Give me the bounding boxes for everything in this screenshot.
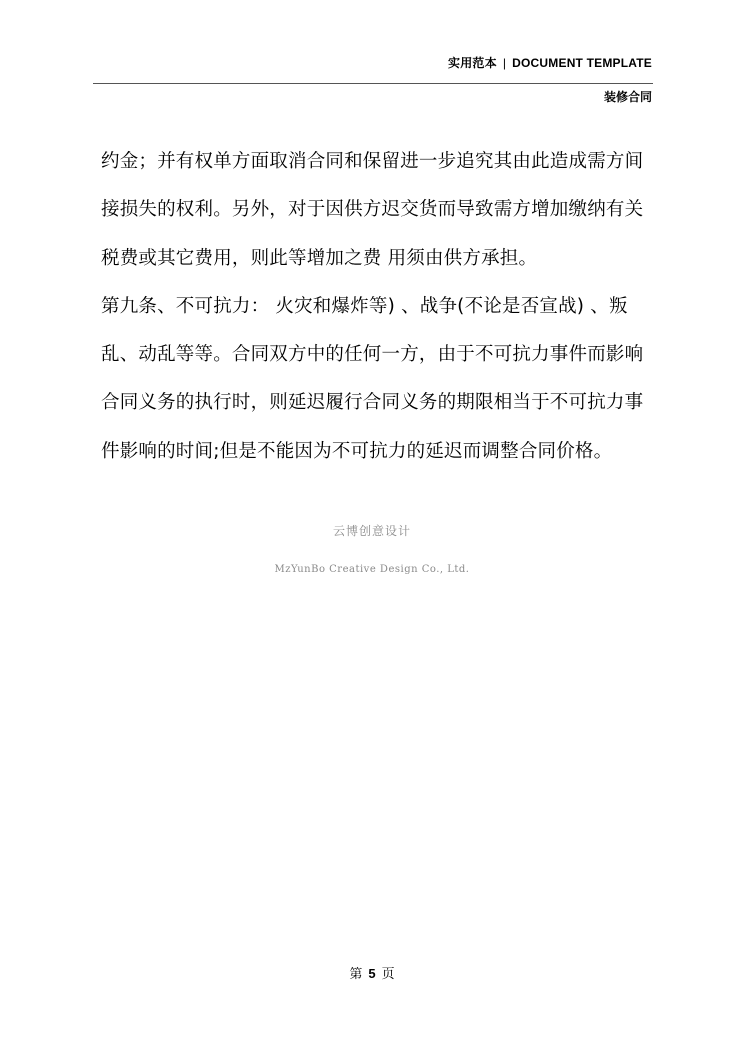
body-line: 件影响的时间;但是不能因为不可抗力的延迟而调整合同价格。	[101, 440, 613, 462]
body-line: 合同义务的执行时，则延迟履行合同义务的期限相当于不可抗力事	[101, 392, 644, 414]
body-line: 税费或其它费用，则此等增加之费 用须由供方承担。	[101, 247, 538, 269]
header-title	[448, 54, 652, 71]
body-text	[101, 138, 661, 476]
header-template-label: DOCUMENT TEMPLATE	[512, 56, 652, 70]
body-line: 约金；并有权单方面取消合同和保留进一步追究其由此造成需方间	[101, 151, 644, 172]
page-number-value: 5	[368, 966, 376, 981]
body-line: 乱、动乱等等。合同双方中的任何一方，由于不可抗力事件而影响	[101, 344, 644, 366]
header-subtitle: 装修合同	[603, 90, 652, 104]
page-number-prefix: 第	[349, 967, 363, 982]
company-name-cn: 云博创意设计	[332, 524, 411, 538]
company-name-en: MzYunBo Creative Design Co., Ltd.	[274, 564, 470, 575]
header-brand: 实用范本	[448, 56, 497, 70]
page-number	[0, 963, 744, 982]
body-line: 第九条、不可抗力： 火灾和爆炸等) 、战争(不论是否宣战) 、叛	[101, 295, 628, 317]
header-separator: |	[502, 56, 507, 70]
header-divider	[93, 83, 653, 84]
page-number-suffix: 页	[381, 967, 395, 982]
body-line: 接损失的权利。另外，对于因供方迟交货而导致需方增加缴纳有关	[101, 199, 644, 221]
